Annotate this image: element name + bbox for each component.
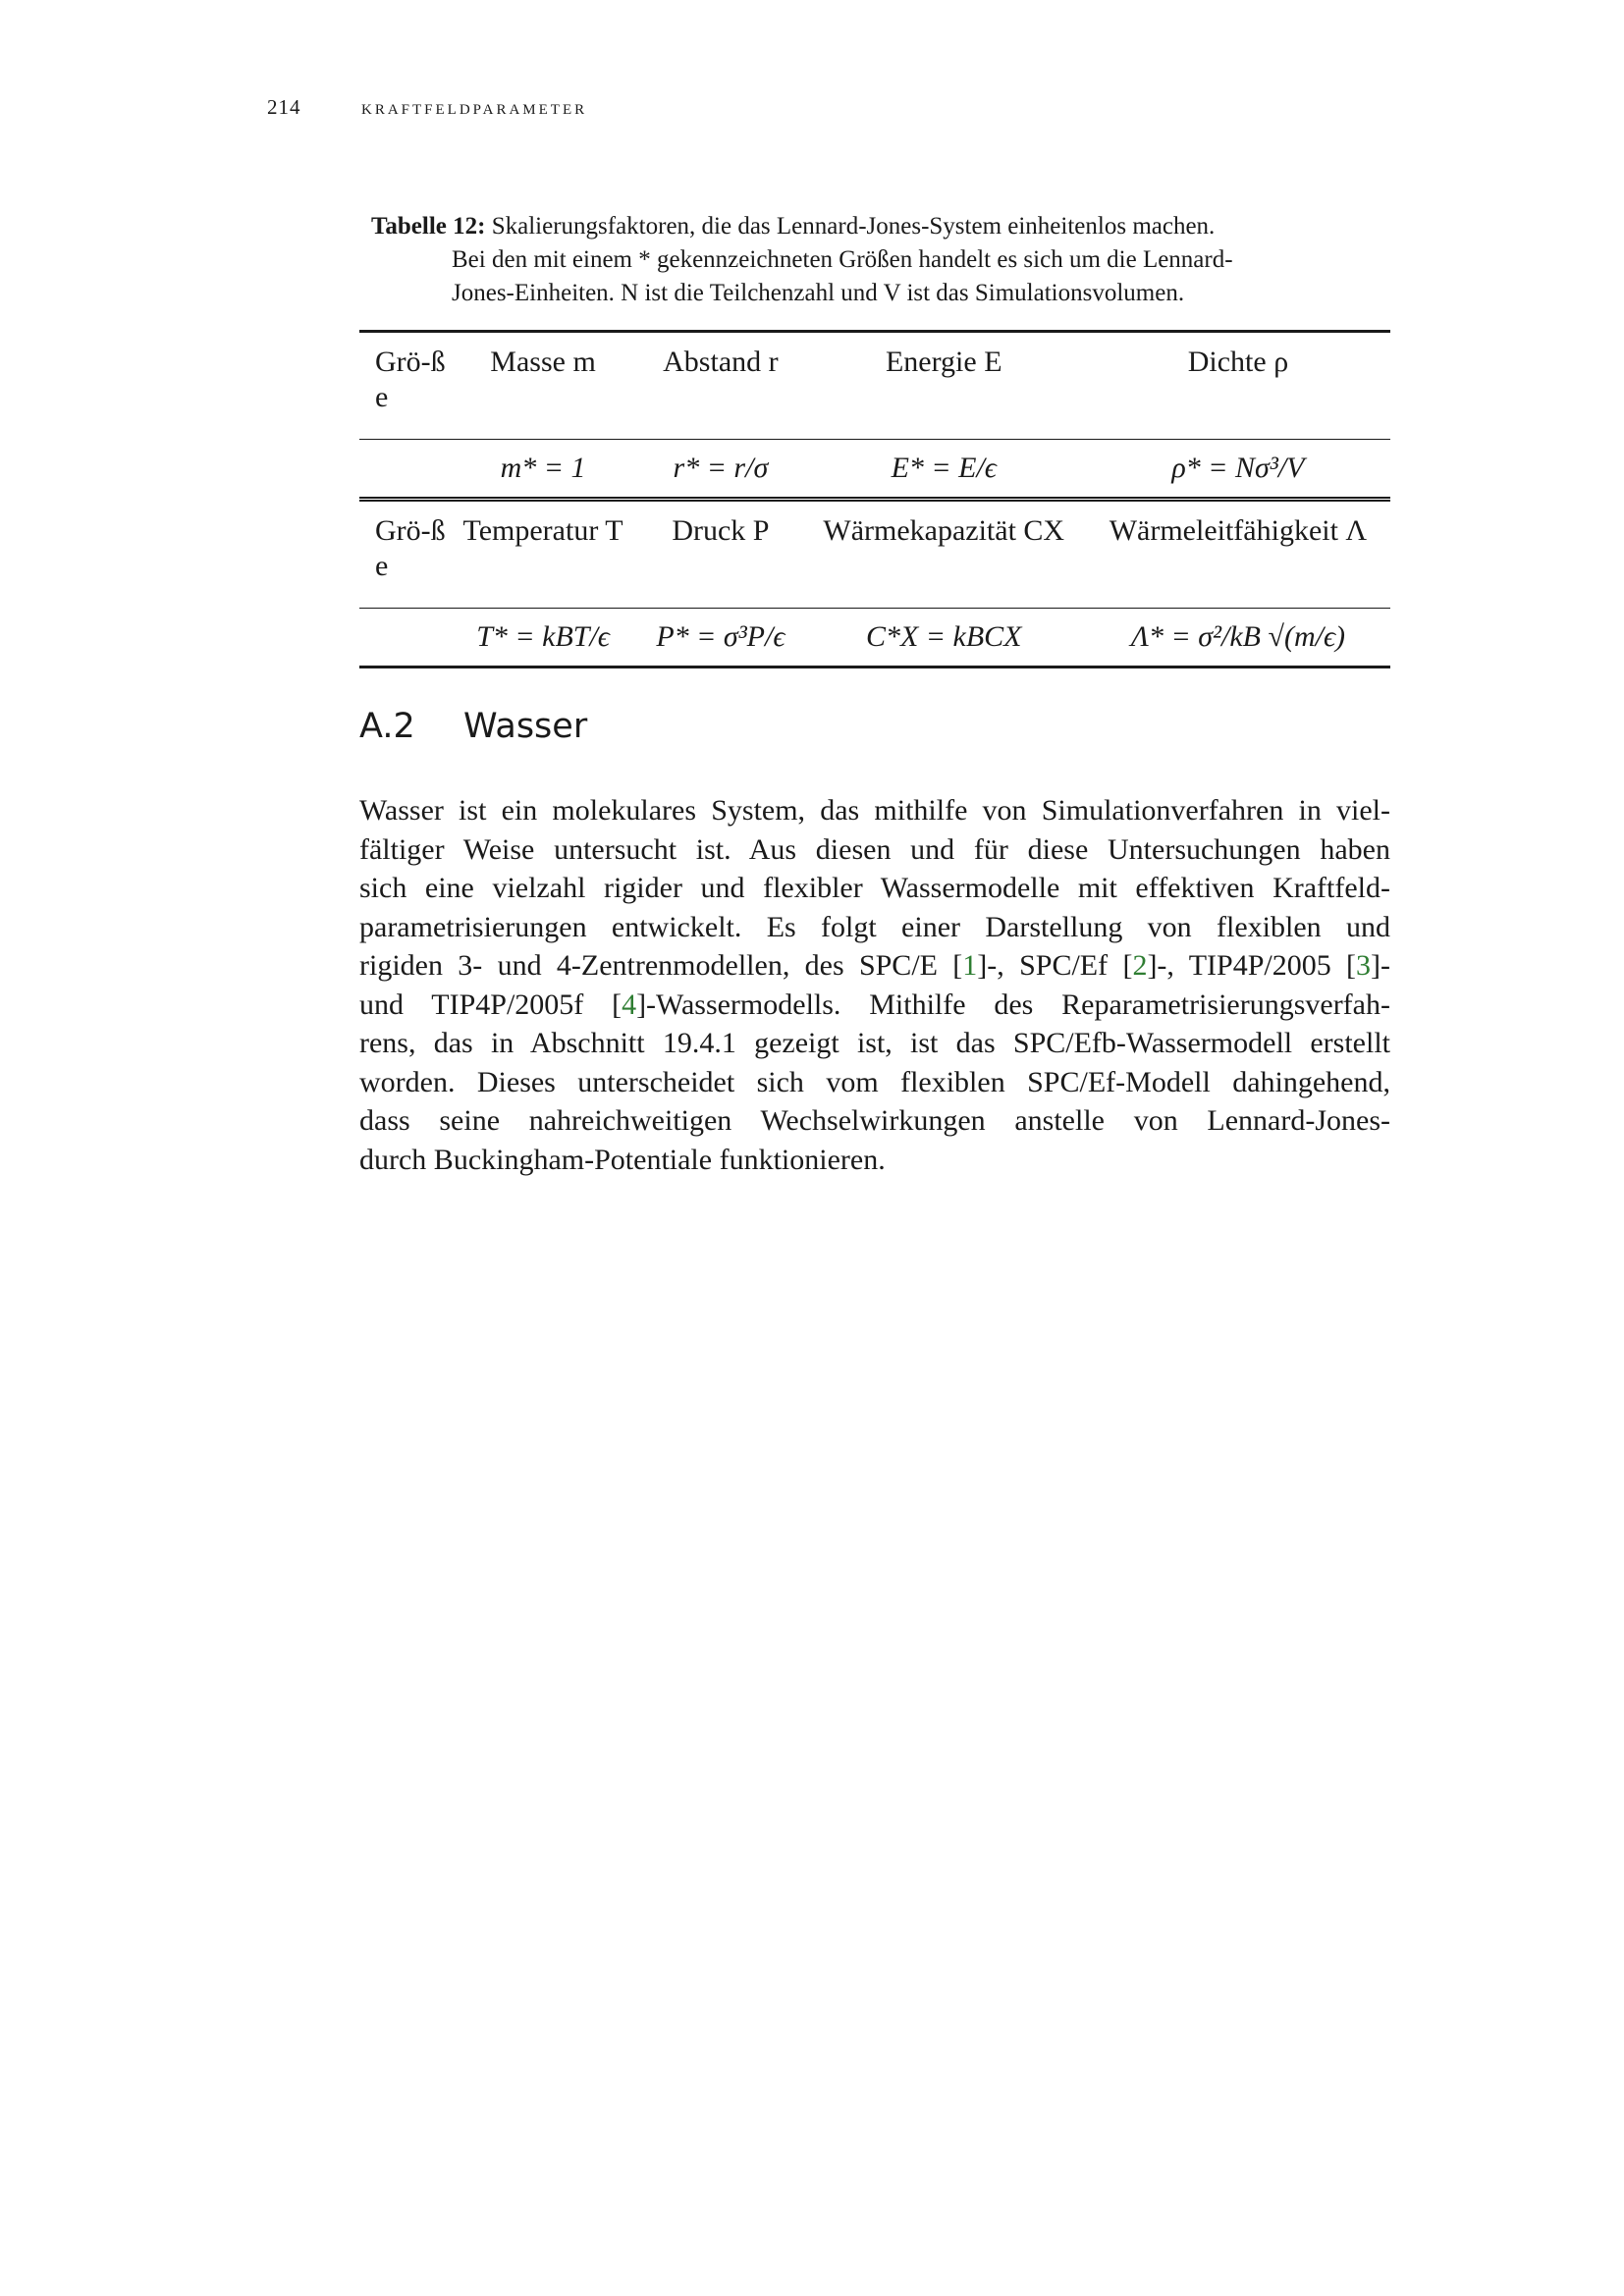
formula-heat-capacity: C*X = kBCX bbox=[865, 620, 1022, 653]
table-caption bbox=[371, 210, 1388, 310]
section-title: Wasser bbox=[463, 707, 588, 746]
formula-energy: E* = E/ϵ bbox=[891, 452, 997, 484]
paragraph-line: worden. Dieses unterscheidet sich vom flexiblen SPC/Ef-Modell dahingehend, bbox=[359, 1065, 1390, 1098]
paragraph-line: rigiden 3- und 4-Zentrenmodellen, des SPC/E [1]-, SPC/Ef [2]-, TIP4P/2005 [3]- bbox=[359, 949, 1391, 982]
caption-text-1: Skalierungsfaktoren, die das Lennard-Jones-System einheitenlos machen. bbox=[491, 213, 1216, 240]
paragraph-line: sich eine vielzahl rigider und flexibler Wassermodelle mit effektiven Kraftfeld- bbox=[359, 872, 1390, 904]
page-number: 214 bbox=[267, 95, 301, 119]
formula-pressure: P* = σ³P/ϵ bbox=[656, 620, 785, 653]
header-mass: Masse m bbox=[490, 346, 596, 378]
citation-link[interactable]: 1 bbox=[962, 949, 978, 982]
citation-link[interactable]: 2 bbox=[1132, 949, 1148, 982]
header-thermal-conductivity: Wärmeleitfähigkeit Λ bbox=[1109, 514, 1368, 547]
row1-label: Grö-ße bbox=[375, 346, 446, 413]
citation-link[interactable]: 4 bbox=[622, 988, 637, 1021]
caption-label: Tabelle 12: bbox=[371, 213, 486, 240]
section-heading bbox=[359, 707, 587, 746]
header-energy: Energie E bbox=[885, 346, 1002, 378]
formula-thermal-conductivity: Λ* = σ²/kB √(m/ϵ) bbox=[1130, 620, 1346, 653]
paragraph-line: dass seine nahreichweitigen Wechselwirkungen anstelle von Lennard-Jones- bbox=[359, 1104, 1390, 1137]
section-number: A.2 bbox=[359, 707, 415, 746]
header-heat-capacity: Wärmekapazität CX bbox=[823, 514, 1065, 547]
paragraph-line: und TIP4P/2005f [4]-Wassermodells. Mithilfe des Reparametrisierungsverfah- bbox=[359, 988, 1390, 1021]
formula-mass: m* = 1 bbox=[500, 452, 586, 484]
caption-text-2: Bei den mit einem * gekennzeichneten Größen handelt es sich um die Lennard- bbox=[452, 246, 1233, 273]
paragraph-line: rens, das in Abschnitt 19.4.1 gezeigt ist, ist das SPC/Efb-Wassermodell erstellt bbox=[359, 1027, 1390, 1059]
paragraph-line: fältiger Weise untersucht ist. Aus diesen und für diese Untersuchungen haben bbox=[359, 832, 1390, 866]
caption-text-3: Jones-Einheiten. N ist die Teilchenzahl und V ist das Simulationsvolumen. bbox=[452, 280, 1185, 306]
citation-link[interactable]: 3 bbox=[1356, 949, 1372, 982]
body-paragraph bbox=[359, 791, 1390, 1179]
page-header bbox=[267, 94, 587, 120]
paragraph-line: Wasser ist ein molekulares System, das mithilfe von Simulationverfahren in viel- bbox=[359, 794, 1390, 827]
header-pressure: Druck P bbox=[672, 514, 770, 547]
formula-density: ρ* = Nσ³/V bbox=[1171, 452, 1305, 484]
header-temperature: Temperatur T bbox=[462, 514, 623, 547]
running-title: kraftfeldparameter bbox=[361, 94, 588, 119]
lennard-jones-table bbox=[359, 330, 1390, 668]
paragraph-line: parametrisierungen entwickelt. Es folgt einer Darstellung von flexiblen und bbox=[359, 910, 1390, 943]
header-density: Dichte ρ bbox=[1187, 346, 1289, 378]
header-distance: Abstand r bbox=[663, 346, 779, 378]
formula-temperature: T* = kBT/ϵ bbox=[476, 620, 610, 653]
row2-label: Grö-ße bbox=[375, 514, 446, 582]
formula-distance: r* = r/σ bbox=[673, 452, 769, 484]
paragraph-line: durch Buckingham-Potentiale funktionieren. bbox=[359, 1143, 886, 1176]
